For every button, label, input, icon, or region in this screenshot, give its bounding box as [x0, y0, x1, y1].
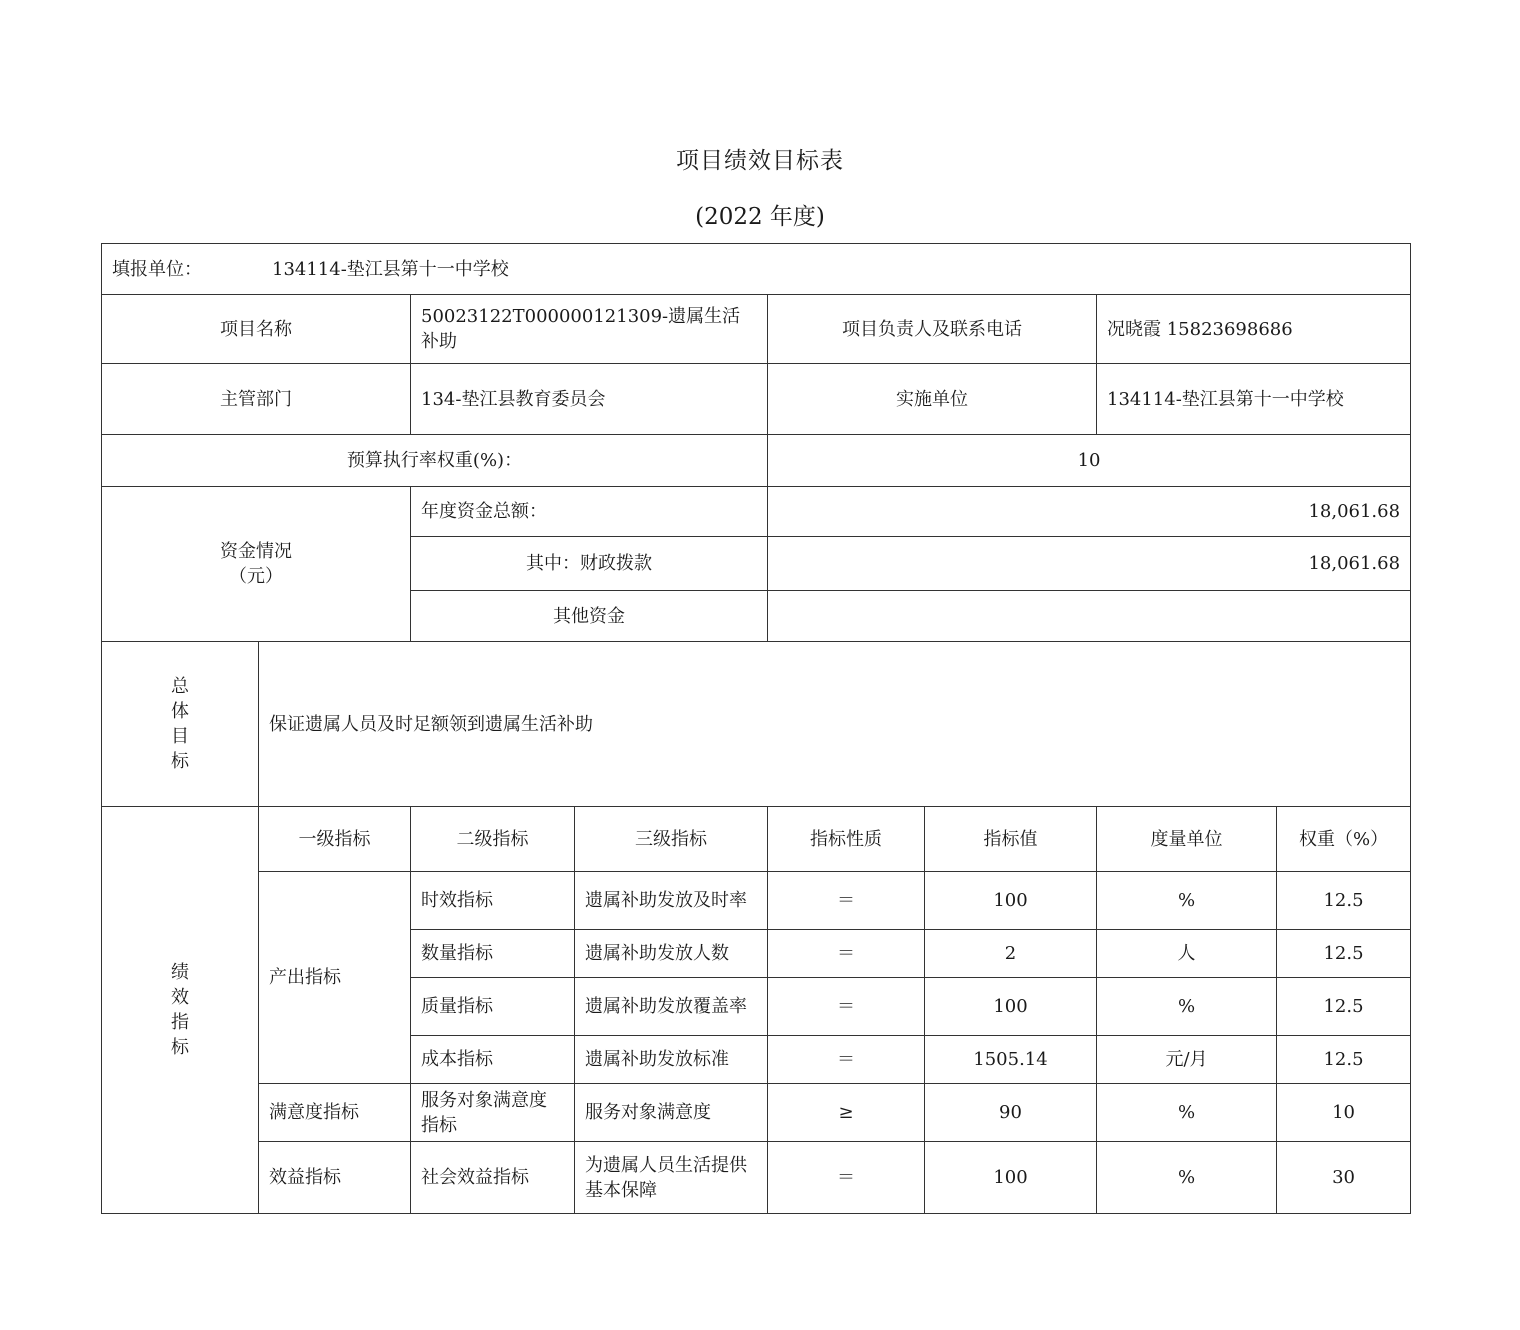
header-unit: 度量单位: [1097, 807, 1277, 872]
indicators-char: 绩: [171, 962, 189, 983]
table-row: [102, 1142, 1411, 1214]
implementer-value: 134114-垫江县第十一中学校: [1097, 364, 1411, 435]
budget-rate-row: [102, 435, 1411, 487]
row-level2: 社会效益指标: [411, 1142, 575, 1214]
row-unit: %: [1097, 1084, 1277, 1142]
row-level3: 为遗属人员生活提供基本保障: [575, 1142, 768, 1214]
row-unit: %: [1097, 978, 1277, 1036]
page-title: 项目绩效目标表: [676, 148, 844, 174]
unit-row: [102, 244, 1411, 295]
row-level2: 质量指标: [411, 978, 575, 1036]
department-row: [102, 364, 1411, 435]
header-nature: 指标性质: [768, 807, 925, 872]
row-weight: 12.5: [1277, 978, 1411, 1036]
row-level2: 成本指标: [411, 1036, 575, 1084]
row-value: 90: [925, 1084, 1097, 1142]
page-subtitle: (2022 年度): [695, 204, 825, 230]
row-level3: 遗属补助发放人数: [575, 930, 768, 978]
goal-row: [102, 642, 1411, 807]
row-value: 100: [925, 1142, 1097, 1214]
row-weight: 12.5: [1277, 1036, 1411, 1084]
fund-fiscal-value: 18,061.68: [768, 537, 1411, 591]
performance-table: [101, 243, 1411, 1214]
row-unit: %: [1097, 1142, 1277, 1214]
fund-total-value: 18,061.68: [768, 487, 1411, 537]
indicators-char: 效: [171, 987, 189, 1008]
indicator-header-row: [102, 807, 1411, 872]
table-row: [102, 872, 1411, 930]
project-name-label: 项目名称: [102, 295, 411, 364]
row-level2: 时效指标: [411, 872, 575, 930]
row-value: 2: [925, 930, 1097, 978]
row-value: 100: [925, 872, 1097, 930]
row-value: 1505.14: [925, 1036, 1097, 1084]
fund-other-label: 其他资金: [411, 591, 768, 642]
fund-total-row: [102, 487, 1411, 537]
unit-value: 134114-垫江县第十一中学校: [272, 258, 509, 280]
row-level3: 遗属补助发放及时率: [575, 872, 768, 930]
budget-rate-value: 10: [768, 435, 1411, 487]
contact-label: 项目负责人及联系电话: [768, 295, 1097, 364]
unit-cell: [102, 244, 1411, 295]
goal-text: 保证遗属人员及时足额领到遗属生活补助: [259, 642, 1411, 807]
fund-fiscal-label: 其中：财政拨款: [411, 537, 768, 591]
row-weight: 12.5: [1277, 930, 1411, 978]
funds-label: [102, 487, 411, 642]
row-level1: 效益指标: [259, 1142, 411, 1214]
project-name-value: 50023122T000000121309-遗属生活补助: [411, 295, 768, 364]
header-level1: 一级指标: [259, 807, 411, 872]
funds-label-line1: 资金情况: [220, 541, 292, 562]
goal-char: 标: [171, 751, 189, 772]
row-level3: 遗属补助发放覆盖率: [575, 978, 768, 1036]
row-unit: 元/月: [1097, 1036, 1277, 1084]
project-name-row: [102, 295, 1411, 364]
row-weight: 30: [1277, 1142, 1411, 1214]
indicators-label: [102, 807, 259, 1214]
indicators-char: 指: [171, 1012, 189, 1033]
row-level3: 服务对象满意度: [575, 1084, 768, 1142]
contact-value: 况晓霞 15823698686: [1097, 295, 1411, 364]
row-level2: 数量指标: [411, 930, 575, 978]
row-nature: ＝: [768, 978, 925, 1036]
row-unit: %: [1097, 872, 1277, 930]
row-level3: 遗属补助发放标准: [575, 1036, 768, 1084]
goal-char: 体: [171, 701, 189, 722]
department-value: 134-垫江县教育委员会: [411, 364, 768, 435]
goal-char: 总: [171, 676, 189, 697]
implementer-label: 实施单位: [768, 364, 1097, 435]
table-row: [102, 1084, 1411, 1142]
row-nature: ＝: [768, 872, 925, 930]
header-value: 指标值: [925, 807, 1097, 872]
budget-rate-label: 预算执行率权重(%)：: [102, 435, 768, 487]
goal-char: 目: [171, 726, 189, 747]
row-nature: ＝: [768, 930, 925, 978]
row-nature: ＝: [768, 1036, 925, 1084]
row-level1: 满意度指标: [259, 1084, 411, 1142]
row-unit: 人: [1097, 930, 1277, 978]
funds-label-line2: （元）: [229, 566, 283, 587]
row-level2: 服务对象满意度指标: [411, 1084, 575, 1142]
goal-label: [102, 642, 259, 807]
output-indicator-label: 产出指标: [259, 872, 411, 1084]
row-weight: 12.5: [1277, 872, 1411, 930]
header-level2: 二级指标: [411, 807, 575, 872]
row-value: 100: [925, 978, 1097, 1036]
row-nature: ≥: [768, 1084, 925, 1142]
header-weight: 权重（%）: [1277, 807, 1411, 872]
fund-total-label: 年度资金总额：: [411, 487, 768, 537]
fund-other-value: [768, 591, 1411, 642]
unit-label: 填报单位：: [112, 258, 202, 280]
indicators-char: 标: [171, 1037, 189, 1058]
department-label: 主管部门: [102, 364, 411, 435]
row-weight: 10: [1277, 1084, 1411, 1142]
row-nature: ＝: [768, 1142, 925, 1214]
header-level3: 三级指标: [575, 807, 768, 872]
